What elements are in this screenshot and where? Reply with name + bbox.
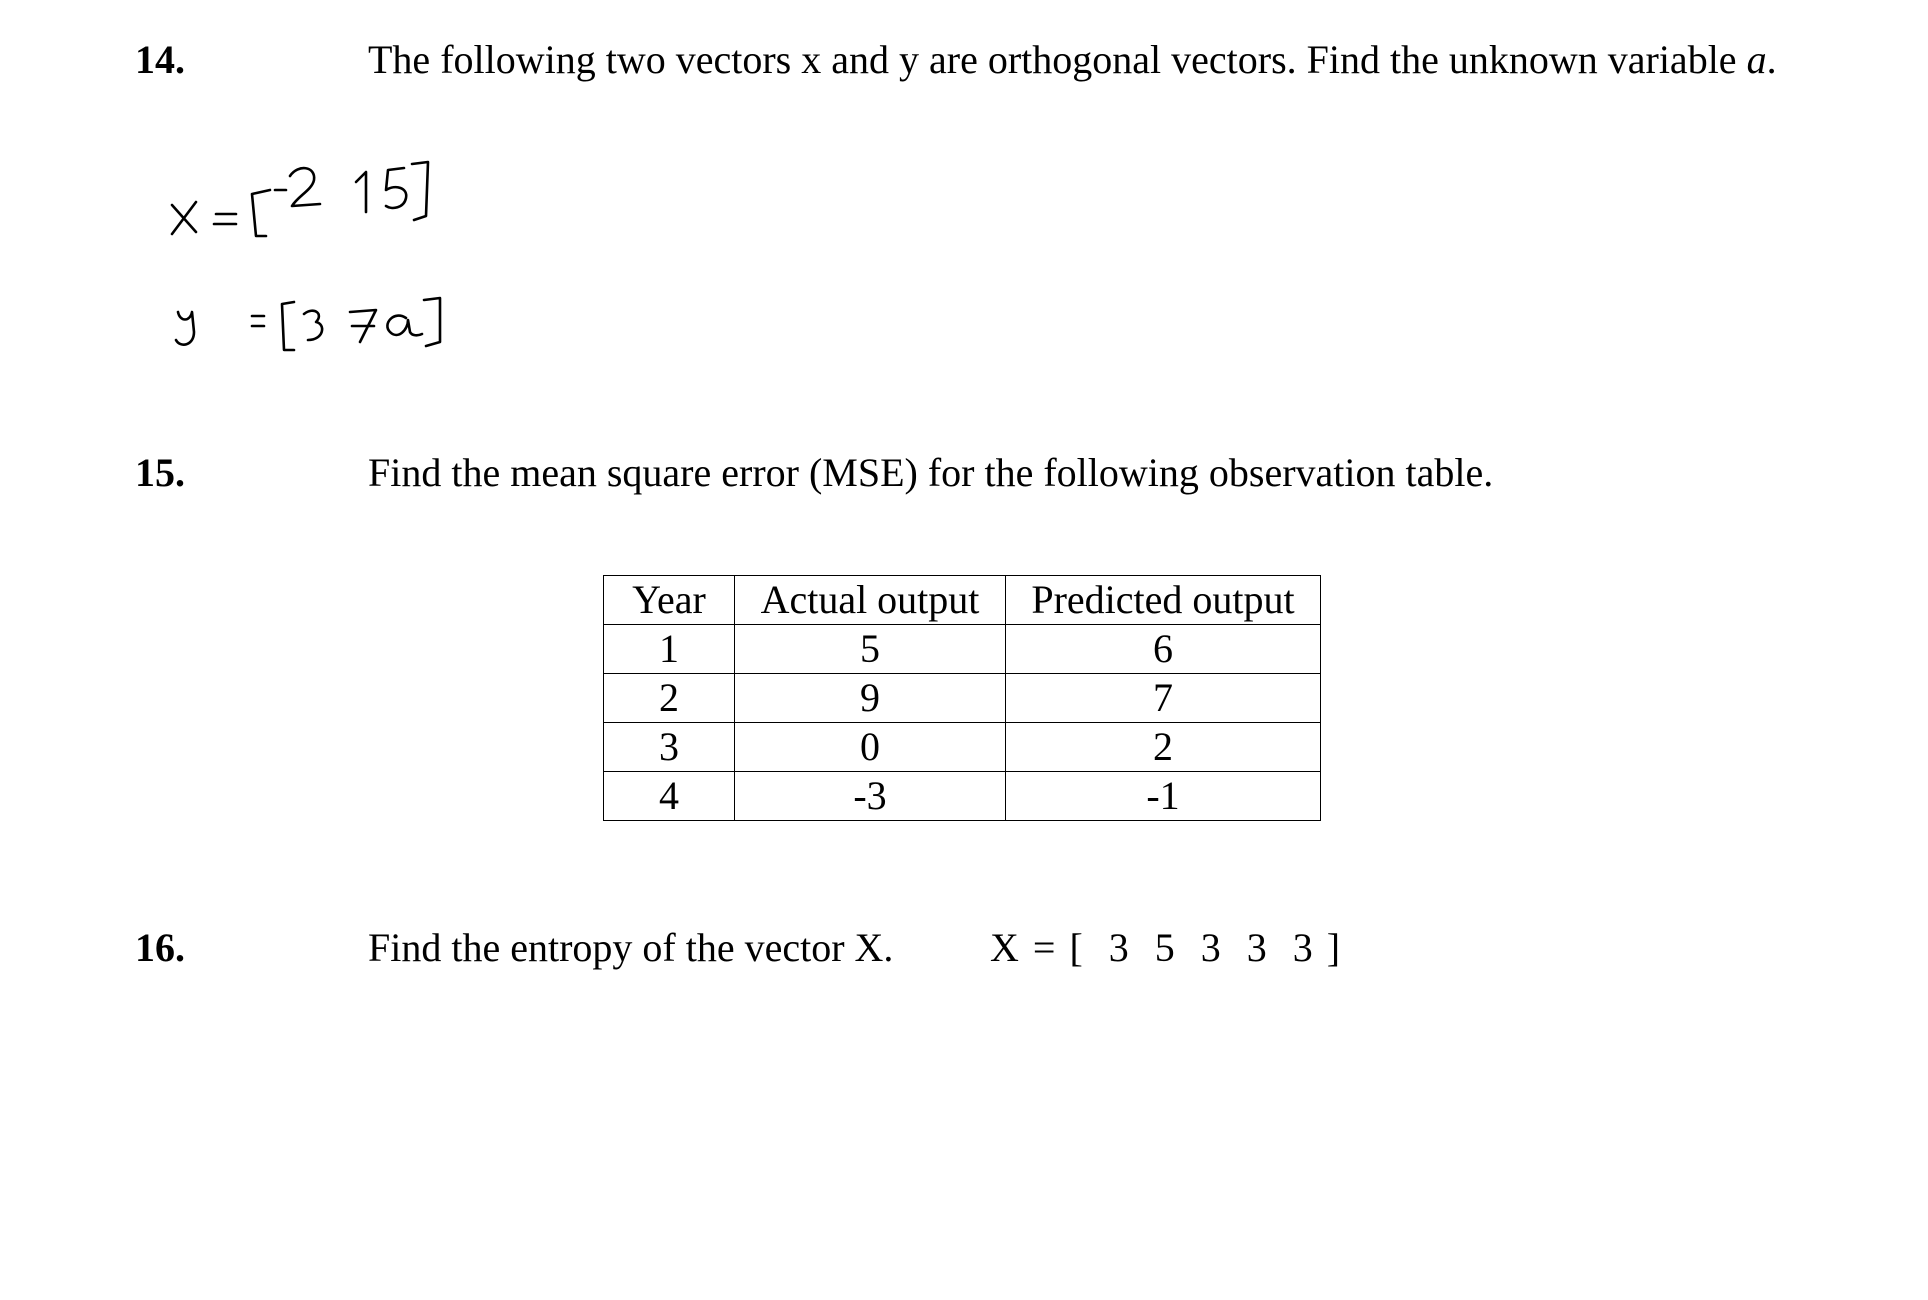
cell-year: 2 [604,674,735,723]
header-actual-output: Actual output [735,576,1006,625]
handwritten-x-vector [172,162,428,236]
header-predicted-output: Predicted output [1006,576,1321,625]
close-bracket: ] [1326,925,1341,970]
cell-actual: -3 [735,772,1006,821]
table-row [604,625,1321,674]
table-header-row [604,576,1321,625]
handwritten-vectors [160,150,500,360]
vector-element: 3 [1200,925,1221,970]
vector-x-expression [990,925,1341,970]
question-14-text [368,37,1777,82]
open-bracket: [ [1069,925,1083,970]
cell-year: 1 [604,625,735,674]
cell-actual: 9 [735,674,1006,723]
vector-element: 3 [1292,925,1313,970]
cell-predicted: 7 [1006,674,1321,723]
question-14-body: The following two vectors x and y are orthogonal vectors. Find the unknown variable [368,37,1737,82]
observation-table [603,575,1321,821]
question-16-text: Find the entropy of the vector X. [368,925,894,970]
handwritten-y-vector [176,298,440,350]
table-row [604,674,1321,723]
cell-actual: 0 [735,723,1006,772]
cell-predicted: 2 [1006,723,1321,772]
question-14-period: . [1766,37,1777,82]
unknown-variable: a [1746,37,1767,82]
cell-predicted: -1 [1006,772,1321,821]
table-row [604,723,1321,772]
vector-element: 5 [1154,925,1175,970]
vector-element: 3 [1246,925,1267,970]
cell-predicted: 6 [1006,625,1321,674]
question-14-number: 14. [135,37,185,82]
cell-year: 3 [604,723,735,772]
question-15-text: Find the mean square error (MSE) for the following observation table. [368,450,1494,495]
vector-element: 3 [1108,925,1129,970]
header-year: Year [604,576,735,625]
question-15-number: 15. [135,450,185,495]
equals-sign: = [1032,925,1056,970]
cell-year: 4 [604,772,735,821]
question-16-number: 16. [135,925,185,970]
vector-label: X [990,925,1019,970]
cell-actual: 5 [735,625,1006,674]
table-row [604,772,1321,821]
